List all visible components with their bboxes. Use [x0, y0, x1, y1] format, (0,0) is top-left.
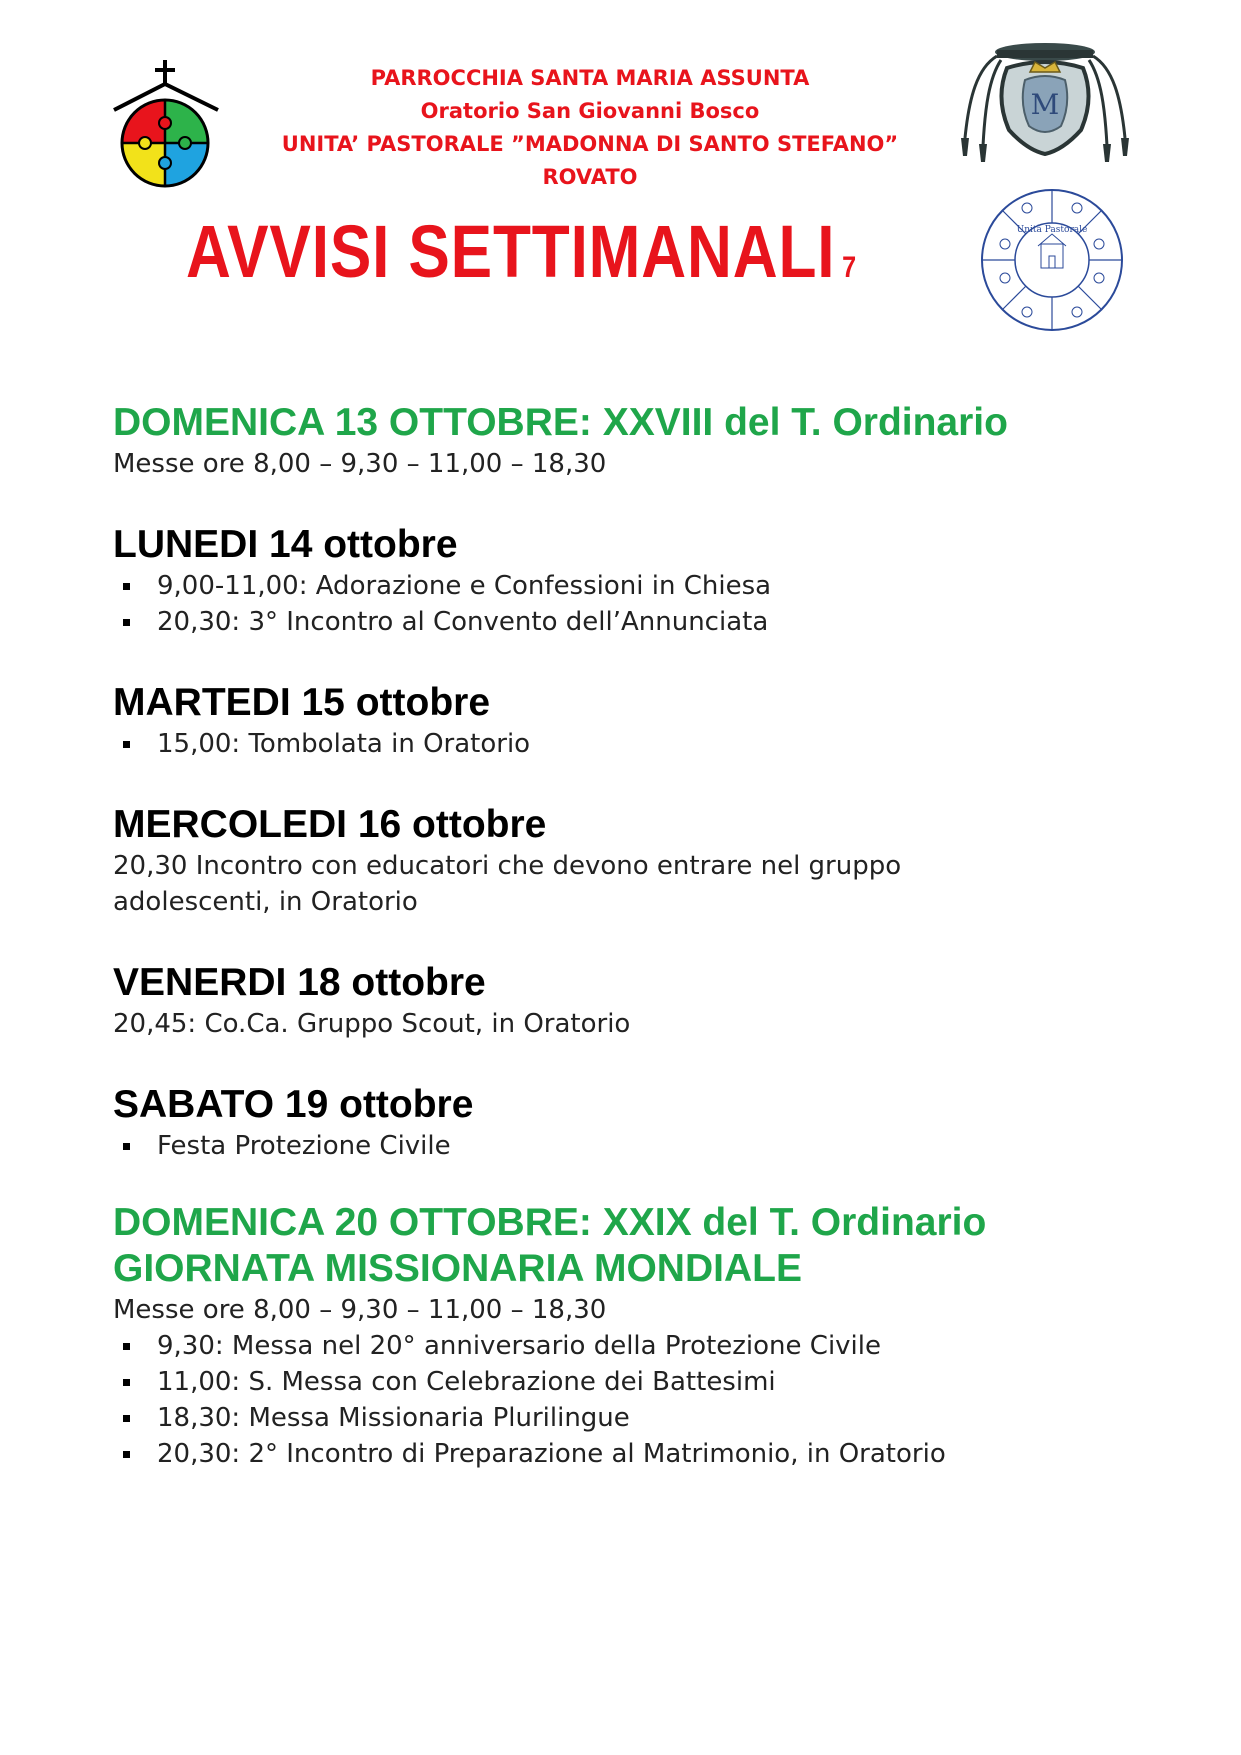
bullet-icon: [123, 1451, 130, 1458]
town-name: ROVATO: [542, 165, 638, 189]
event-text: 20,45: Co.Ca. Gruppo Scout, in Oratorio: [113, 1009, 631, 1039]
event-list: [113, 568, 1123, 640]
day-block-sunday-13: [113, 400, 1123, 482]
oratory-name: Oratorio San Giovanni Bosco: [420, 99, 760, 123]
day-block-saturday-19: [113, 1082, 1123, 1164]
title-text: AVVISI SETTIMANALI: [186, 210, 836, 293]
day-subheading: GIORNATA MISSIONARIA MONDIALE: [113, 1247, 802, 1290]
day-heading: MERCOLEDI 16 ottobre: [113, 803, 547, 846]
bullet-icon: [123, 741, 130, 748]
parish-name: PARROCCHIA SANTA MARIA ASSUNTA: [370, 66, 810, 90]
mass-times: Messe ore 8,00 – 9,30 – 11,00 – 18,30: [113, 1295, 607, 1325]
list-item: 9,00-11,00: Adorazione e Confessioni in Chiesa: [113, 568, 1123, 604]
event-list: [113, 1328, 1123, 1472]
issue-number: 7: [842, 251, 857, 284]
list-item: 11,00: S. Messa con Celebrazione dei Battesimi: [113, 1364, 1123, 1400]
episcopal-crest-icon: [955, 38, 1135, 166]
svg-text:Unità Pastorale: Unità Pastorale: [1016, 225, 1088, 235]
day-heading: SABATO 19 ottobre: [113, 1083, 474, 1126]
list-item: 9,30: Messa nel 20° anniversario della Protezione Civile: [113, 1328, 1123, 1364]
day-heading: VENERDI 18 ottobre: [113, 961, 486, 1004]
list-item: Festa Protezione Civile: [113, 1128, 1123, 1164]
bullet-icon: [123, 583, 130, 590]
mass-times: Messe ore 8,00 – 9,30 – 11,00 – 18,30: [113, 449, 607, 479]
weekly-notices: [113, 400, 1123, 1512]
list-item: 18,30: Messa Missionaria Plurilingue: [113, 1400, 1123, 1436]
day-block-monday-14: [113, 522, 1123, 640]
bullet-icon: [123, 1143, 130, 1150]
oratorio-logo: [110, 58, 230, 193]
day-block-friday-18: [113, 960, 1123, 1042]
pastoral-unit-seal-icon: [975, 186, 1130, 334]
day-block-sunday-20: [113, 1200, 1123, 1472]
bullet-icon: [123, 1343, 130, 1350]
parish-header: [240, 62, 940, 194]
day-heading: DOMENICA 20 OTTOBRE: XXIX del T. Ordinario: [113, 1201, 987, 1244]
pastoral-unit-name: UNITA’ PASTORALE ”MADONNA DI SANTO STEFANO”: [281, 132, 899, 156]
day-heading: LUNEDI 14 ottobre: [113, 523, 458, 566]
day-block-wednesday-16: [113, 802, 1123, 920]
page-title: [186, 212, 857, 308]
event-list: [113, 726, 1123, 762]
day-heading: DOMENICA 13 OTTOBRE: XXVIII del T. Ordinario: [113, 401, 1008, 444]
event-text: adolescenti, in Oratorio: [113, 887, 418, 917]
list-item: 20,30: 3° Incontro al Convento dell’Annunciata: [113, 604, 1123, 640]
day-heading: MARTEDI 15 ottobre: [113, 681, 491, 724]
event-list: [113, 1128, 1123, 1164]
bullet-icon: [123, 1379, 130, 1386]
list-item: 20,30: 2° Incontro di Preparazione al Matrimonio, in Oratorio: [113, 1436, 1123, 1472]
list-item: 15,00: Tombolata in Oratorio: [113, 726, 1123, 762]
day-block-tuesday-15: [113, 680, 1123, 762]
event-text: 20,30 Incontro con educatori che devono entrare nel gruppo: [113, 851, 902, 881]
bullet-icon: [123, 619, 130, 626]
svg-text:M: M: [1030, 88, 1060, 121]
bullet-icon: [123, 1415, 130, 1422]
